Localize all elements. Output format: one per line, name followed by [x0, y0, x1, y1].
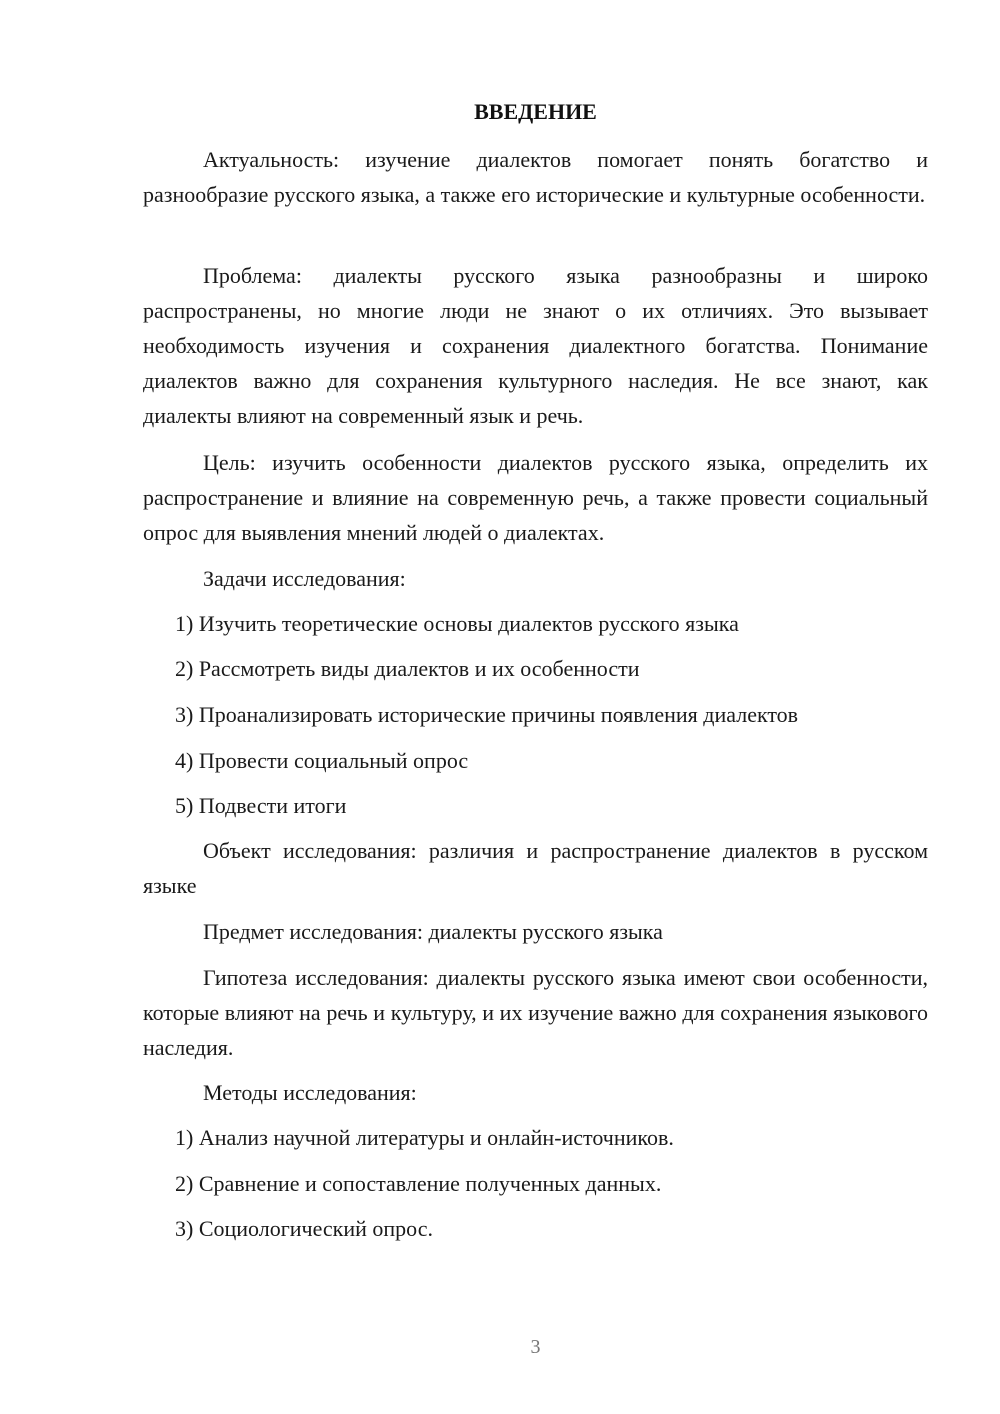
task-item-2: 2) Рассмотреть виды диалектов и их особенности: [175, 656, 640, 681]
method-item-3: 3) Социологический опрос.: [175, 1216, 433, 1241]
relevance-paragraph: Актуальность: изучение диалектов помогает понять богатство и разнообразие русского языка, а также его исторические и культурные особенности.: [143, 147, 928, 207]
task-item-3: 3) Проанализировать исторические причины появления диалектов: [175, 702, 799, 727]
methods-heading: Методы исследования:: [203, 1080, 417, 1105]
task-item-4: 4) Провести социальный опрос: [175, 748, 469, 773]
tasks-heading: Задачи исследования:: [203, 566, 406, 591]
problem-paragraph: Проблема: диалекты русского языка разнообразны и широко распространены, но многие люди не знают о их отличиях. Это вызывает необходимость изучения и сохранения диалектного богатства. Понимание диалектов важно для сохранения культурного наследия. Не все знают, как диалекты влияют на современный язык и речь.: [143, 263, 928, 428]
object-paragraph: Объект исследования: различия и распространение диалектов в русском языке: [143, 838, 928, 898]
task-item-1: 1) Изучить теоретические основы диалектов русского языка: [175, 611, 739, 636]
hypothesis-paragraph: Гипотеза исследования: диалекты русского языка имеют свои особенности, которые влияют на речь и культуру, и их изучение важно для сохранения языкового наследия.: [143, 965, 928, 1060]
goal-paragraph: Цель: изучить особенности диалектов русского языка, определить их распространение и влияние на современную речь, а также провести социальный опрос для выявления мнений людей о диалектах.: [143, 450, 928, 545]
method-item-2: 2) Сравнение и сопоставление полученных данных.: [175, 1171, 662, 1196]
method-item-1: 1) Анализ научной литературы и онлайн-источников.: [175, 1125, 674, 1150]
section-title: ВВЕДЕНИЕ: [474, 99, 597, 124]
task-item-5: 5) Подвести итоги: [175, 793, 347, 818]
subject-paragraph: Предмет исследования: диалекты русского языка: [203, 919, 663, 944]
page-number: 3: [530, 1336, 541, 1358]
